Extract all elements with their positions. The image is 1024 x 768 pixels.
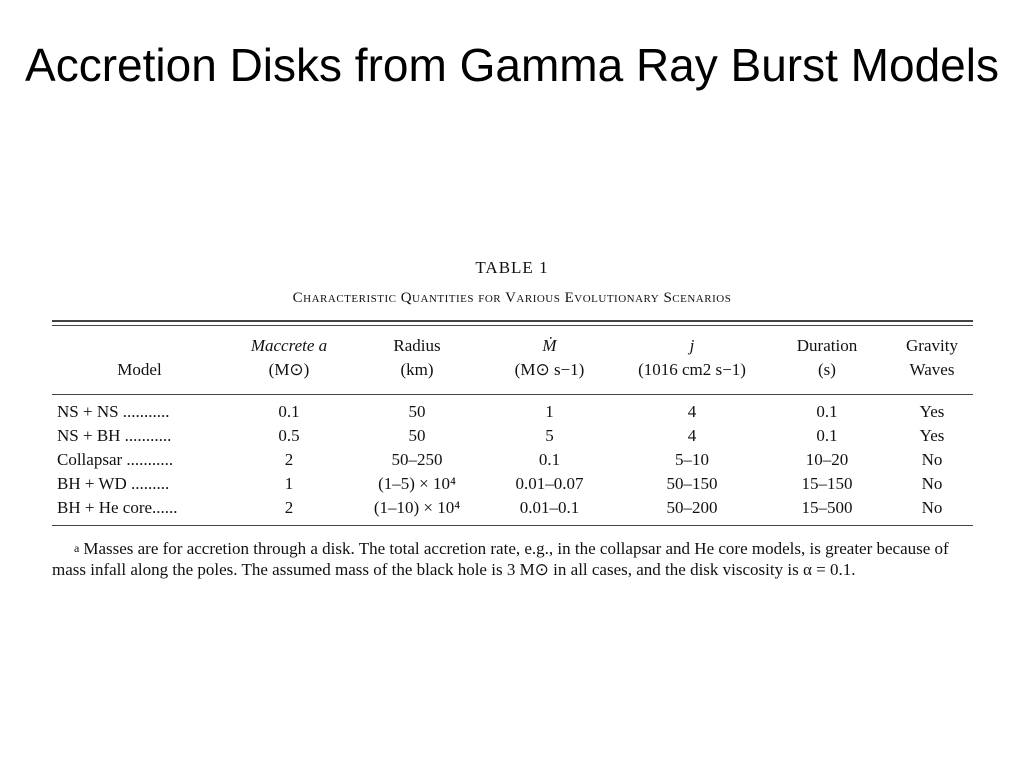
cell-radius: 50–250 (391, 450, 443, 469)
header-duration: Duration (s) (796, 336, 858, 379)
cell-radius: 50 (408, 402, 426, 421)
cell-gravity-waves: No (921, 450, 943, 469)
table-label: TABLE 1 (475, 258, 549, 277)
cell-mdot: 0.01–0.07 (515, 474, 584, 493)
cell-model: BH + WD ......... (57, 474, 170, 493)
cell-mass: 2 (284, 498, 294, 517)
cell-duration: 0.1 (816, 402, 838, 421)
cell-duration: 0.1 (816, 426, 838, 445)
table-footnote (52, 538, 973, 580)
cell-mass: 0.1 (278, 402, 300, 421)
cell-radius: 50 (408, 426, 426, 445)
table-row (52, 472, 973, 496)
cell-gravity-waves: Yes (919, 426, 945, 445)
cell-model: Collapsar ........... (57, 450, 174, 469)
cell-mass: 0.5 (278, 426, 300, 445)
table-row (52, 496, 973, 520)
cell-j: 5–10 (675, 450, 709, 469)
cell-model: NS + NS ........... (57, 402, 170, 421)
cell-duration: 15–500 (801, 498, 853, 517)
header-gravity-waves: Gravity Waves (906, 336, 958, 379)
slide-title: Accretion Disks from Gamma Ray Burst Models (25, 39, 999, 91)
cell-model: BH + He core...... (57, 498, 178, 517)
cell-j: 4 (687, 426, 697, 445)
cell-duration: 10–20 (805, 450, 849, 469)
header-model: Model (117, 360, 162, 379)
cell-mass: 2 (284, 450, 294, 469)
table-caption: Characteristic Quantities for Various Evolutionary Scenarios (292, 290, 732, 306)
header-mass: Maccrete a (M⊙) (250, 336, 328, 379)
header-j: j (1016 cm2 s−1) (638, 336, 746, 379)
cell-gravity-waves: Yes (919, 402, 945, 421)
footnote-text: Masses are for accretion through a disk. The total accretion rate, e.g., in the collapsar and He core models, is greater because of mass infall along the poles. The assumed mass of the black hole is 3 M⊙ in all cases, and the disk viscosity is α = 0.1. (52, 539, 949, 579)
cell-mdot: 1 (545, 402, 554, 421)
cell-gravity-waves: No (921, 474, 943, 493)
cell-radius: (1–5) × 10⁴ (378, 474, 456, 493)
footnote-marker: a (74, 541, 80, 555)
cell-model: NS + BH ........... (57, 426, 172, 445)
cell-j: 4 (687, 402, 697, 421)
cell-j: 50–200 (666, 498, 718, 517)
cell-mdot: 5 (545, 426, 554, 445)
cell-gravity-waves: No (921, 498, 943, 517)
table-top-rule-thin (52, 325, 973, 326)
table-header-rule (52, 394, 973, 395)
table-row (52, 424, 973, 448)
header-mdot: Ṁ (M⊙ s−1) (514, 336, 585, 379)
table-top-rule (52, 320, 973, 322)
table-row (52, 448, 973, 472)
cell-duration: 15–150 (801, 474, 853, 493)
table-bottom-rule (52, 525, 973, 526)
table-row (52, 400, 973, 424)
cell-j: 50–150 (666, 474, 718, 493)
cell-mdot: 0.1 (538, 450, 561, 469)
header-radius: Radius (km) (393, 336, 441, 379)
cell-mass: 1 (284, 474, 294, 493)
cell-mdot: 0.01–0.1 (519, 498, 580, 517)
cell-radius: (1–10) × 10⁴ (373, 498, 461, 517)
